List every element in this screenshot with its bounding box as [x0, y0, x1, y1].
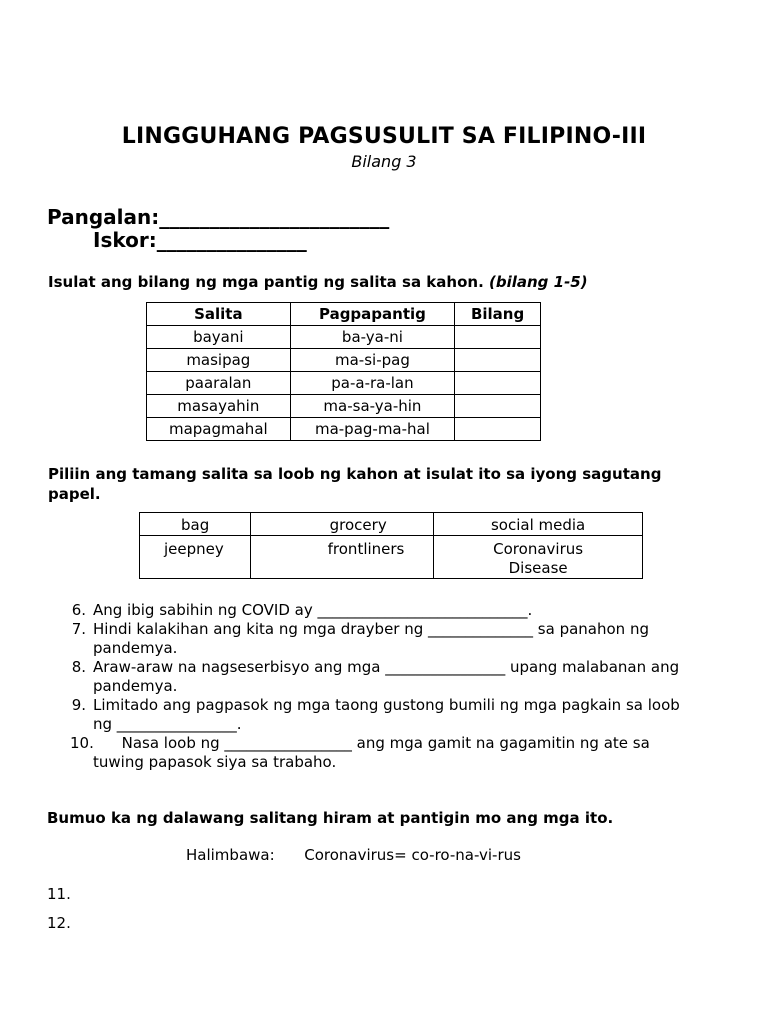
question-text-continued: pandemya. [93, 677, 178, 695]
page-subtitle: Bilang 3 [351, 152, 417, 171]
section1-instruction-text: Isulat ang bilang ng mga pantig ng salita sa kahon. [48, 273, 484, 291]
cell-salita: bayani [147, 326, 291, 349]
question-number: 9. [71, 696, 86, 714]
question-text: Ang ibig sabihin ng COVID ay ____________________________. [93, 601, 533, 619]
cell-bilang[interactable] [455, 395, 541, 418]
name-field: Pangalan:_______________________ [47, 205, 390, 229]
table-row [147, 326, 541, 349]
question-text-continued: pandemya. [93, 639, 178, 657]
header-pagpapantig: Pagpapantig [290, 303, 455, 326]
table-row [147, 395, 541, 418]
header-salita: Salita [147, 303, 291, 326]
cell-pantig: ma-sa-ya-hin [290, 395, 455, 418]
answer-item-11: 11. [47, 885, 71, 903]
question-text: Araw-araw na nagseserbisyo ang mga ________________ upang malabanan ang [93, 658, 680, 676]
question-item [62, 658, 742, 696]
cell-bilang[interactable] [455, 349, 541, 372]
page-title: LINGGUHANG PAGSUSULIT SA FILIPINO-III [121, 124, 647, 149]
word-box-cell: frontliners [250, 536, 434, 579]
cell-pantig: ma-si-pag [290, 349, 455, 372]
word-box-table [139, 512, 643, 579]
word-box-cell: jeepney [140, 536, 251, 579]
cell-pantig: ma-pag-ma-hal [290, 418, 455, 441]
section2-instruction-line1: Piliin ang tamang salita sa loob ng kahon at isulat ito sa iyong sagutang [48, 465, 662, 483]
example-text: Coronavirus= co-ro-na-vi-rus [304, 846, 521, 864]
cell-bilang[interactable] [455, 372, 541, 395]
word-box-cell: bag [140, 513, 251, 536]
cell-pantig: pa-a-ra-lan [290, 372, 455, 395]
answer-item-12: 12. [47, 914, 71, 932]
question-text-continued: tuwing papasok siya sa trabaho. [93, 753, 337, 771]
word-box-cell: social media [434, 513, 643, 536]
question-item [62, 696, 742, 734]
section1-range: (bilang 1-5) [489, 273, 588, 291]
question-text-continued: ng ________________. [93, 715, 242, 733]
question-item [62, 734, 742, 772]
question-item [62, 620, 742, 658]
question-number: 6. [71, 601, 86, 619]
word-box-row [140, 536, 643, 579]
cell-salita: mapagmahal [147, 418, 291, 441]
word-box-row [140, 513, 643, 536]
question-text: Limitado ang pagpasok ng mga taong gustong bumili ng mga pagkain sa loob [93, 696, 680, 714]
cell-bilang[interactable] [455, 418, 541, 441]
table-header-row [147, 303, 541, 326]
table-row [147, 418, 541, 441]
question-number: 7. [71, 620, 86, 638]
cell-salita: paaralan [147, 372, 291, 395]
question-number: 8. [71, 658, 86, 676]
word-box-cell: grocery [250, 513, 434, 536]
example-label: Halimbawa: [186, 846, 275, 864]
word-box-cell: Coronavirus Disease [434, 536, 643, 579]
table-row [147, 349, 541, 372]
section2-instruction [48, 464, 728, 504]
question-text: Hindi kalakihan ang kita ng mga drayber ng ______________ sa panahon ng [93, 620, 649, 638]
example-line [186, 846, 521, 864]
section3-instruction: Bumuo ka ng dalawang salitang hiram at pantigin mo ang mga ito. [47, 809, 614, 827]
table-row [147, 372, 541, 395]
cell-salita: masayahin [147, 395, 291, 418]
header-bilang: Bilang [455, 303, 541, 326]
question-number: 10. [70, 734, 94, 752]
cell-salita: masipag [147, 349, 291, 372]
question-text: Nasa loob ng _________________ ang mga gamit na gagamitin ng ate sa [93, 734, 650, 752]
section1-instruction [48, 273, 588, 291]
cell-pantig: ba-ya-ni [290, 326, 455, 349]
cell-bilang[interactable] [455, 326, 541, 349]
syllable-table [146, 302, 541, 441]
score-field: Iskor:_______________ [93, 228, 307, 252]
section2-instruction-line2: papel. [48, 485, 101, 503]
